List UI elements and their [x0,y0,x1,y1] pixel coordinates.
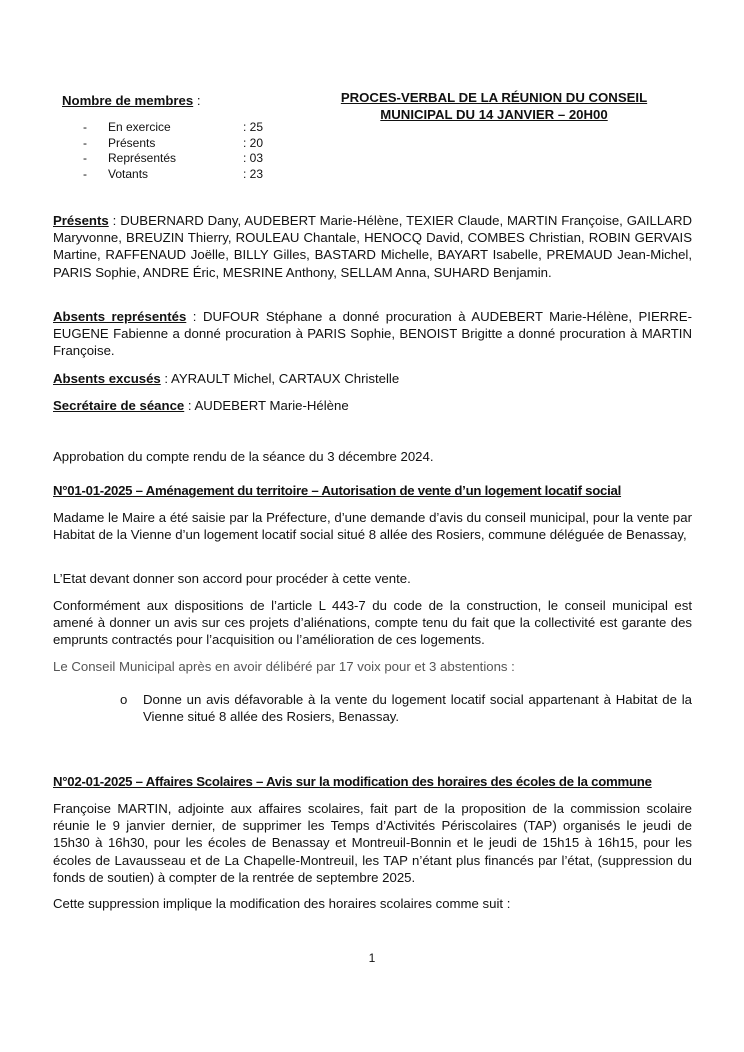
document-title [318,89,670,123]
section-1-paragraph-4: Le Conseil Municipal après en avoir délibéré par 17 voix pour et 3 abstentions : [53,659,515,674]
members-row-value: : 20 [243,135,264,150]
absents-excuses-label: Absents excusés [53,371,161,386]
secretaire-label: Secrétaire de séance [53,398,185,413]
members-count-title [62,93,201,108]
presents-label: Présents [53,213,109,228]
presents-text: : DUBERNARD Dany, AUDEBERT Marie-Hélène, TEXIER Claude, MARTIN Françoise, GAILLARD Maryvonne, BREUZIN Thierry, ROULEAU Chantale, HENOCQ David, COMBES Christian, ROBIN GERVAIS Martine, RAFFENAUD Joëlle, BILLY Gilles, BASTARD Michelle, BAYART Isabelle, PREMAUD Jean-Michel, PARIS Sophie, ANDRE Éric, MESRINE Anthony, SELLAM Anna, SUHARD Benjamin. [53,213,692,280]
section-1-bullet-text: Donne un avis défavorable à la vente du logement locatif social appartenant à Habitat de la Vienne situé 8 allée des Rosiers, Benassay. [143,692,692,725]
document-title-line-2: MUNICIPAL DU 14 JANVIER – 20H00 [380,107,608,122]
members-row-label: Présents [108,135,156,150]
bullet-marker: o [120,692,128,707]
section-2-paragraph-1: Françoise MARTIN, adjointe aux affaires scolaires, fait part de la proposition de la commission scolaire réunie le 9 janvier dernier, de supprimer les Temps d’Activités Périscolaires (TAP) organisés le jeudi de 15h30 à 16h30, pour les écoles de Benassay et Montreuil-Bonnin et le jeudi de 15h15 à 16h15, pour les écoles de Lavausseau et de La Chapelle-Montreuil, les TAP n’étant plus financés par l’état, (suppression du fonds de soutien) à compter de la rentrée de septembre 2025. [53,801,692,885]
members-row-value: : 25 [243,120,264,134]
members-row-label: Votants [108,166,149,181]
section-2-paragraph-2: Cette suppression implique la modification des horaires scolaires comme suit : [53,896,511,911]
secretaire-paragraph [53,397,692,414]
presents-paragraph [53,212,692,281]
absents-representes-text: : DUFOUR Stéphane a donné procuration à AUDEBERT Marie-Hélène, PIERRE-EUGENE Fabienne a donné procuration à PARIS Sophie, BENOIST Brigitte a donné procuration à MARTIN Françoise. [53,309,692,359]
secretaire-text: : AUDEBERT Marie-Hélène [184,398,349,413]
section-1-paragraph-3: Conformément aux dispositions de l’article L 443-7 du code de la construction, le conseil municipal est amené à donner un avis sur ces projets d’aliénations, compte tenu du fait que la collectivité est garante des emprunts contractés pour l’acquisition ou l’amélioration de ces logements. [53,598,692,648]
section-1-bullet-item [120,691,692,727]
members-row-label: Représentés [108,151,177,166]
members-count-colon: : [193,93,201,108]
absents-excuses-paragraph [53,370,692,387]
members-count-label: Nombre de membres [62,93,194,108]
section-2-title: N°02-01-2025 – Affaires Scolaires – Avis sur la modification des horaires des écoles de la commune [53,774,652,789]
absents-representes-label: Absents représentés [53,309,187,324]
members-row-label: En exercice [108,120,171,134]
section-1-title: N°01-01-2025 – Aménagement du territoire – Autorisation de vente d’un logement locatif social [53,483,622,498]
absents-representes-paragraph [53,308,692,360]
document-title-line-1: PROCES-VERBAL DE LA RÉUNION DU CONSEIL [340,90,648,105]
page-number: 1 [368,951,376,965]
members-row-value: : 23 [243,166,264,181]
approbation-paragraph: Approbation du compte rendu de la séance du 3 décembre 2024. [53,449,434,464]
section-1-paragraph-2: L’Etat devant donner son accord pour procéder à cette vente. [53,571,411,586]
members-row-value: : 03 [243,151,264,166]
absents-excuses-text: : AYRAULT Michel, CARTAUX Christelle [160,371,400,386]
section-1-paragraph-1: Madame le Maire a été saisie par la Préfecture, d’une demande d’avis du conseil municipal, pour la vente par Habitat de la Vienne d’un logement locatif social situé 8 allée des Rosiers, commune déléguée de Benassay, [53,510,692,543]
